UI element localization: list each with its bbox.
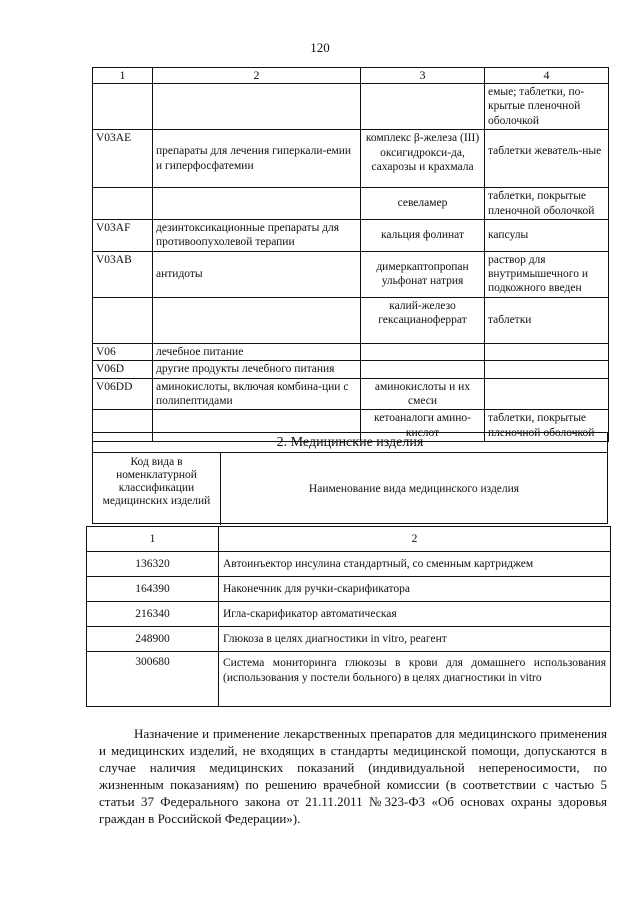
dosage-form — [485, 343, 609, 360]
drug-table — [92, 67, 609, 442]
drug-table-header-row — [93, 68, 609, 84]
atc-code — [93, 297, 153, 343]
device-name: Игла-скарификатор автоматическая — [219, 602, 611, 627]
drug-group: лечебное питание — [153, 343, 361, 360]
atc-code — [93, 84, 153, 130]
dosage-form: капсулы — [485, 219, 609, 251]
table-row — [93, 378, 609, 410]
drug-group: дезинтоксикационные препараты для противоопухолевой терапии — [153, 219, 361, 251]
drug-group — [153, 84, 361, 130]
atc-code — [93, 188, 153, 220]
drug-name — [361, 84, 485, 130]
device-name: Система мониторинга глюкозы в крови для домашнего использования (использования у постели больного) в целях диагностики in vitro — [219, 652, 611, 707]
drug-name — [361, 361, 485, 378]
atc-code: V06DD — [93, 378, 153, 410]
drug-group — [153, 297, 361, 343]
drug-name: аминокислоты и их смеси — [361, 378, 485, 410]
device-code: 216340 — [87, 602, 219, 627]
device-name: Наконечник для ручки-скарификатора — [219, 577, 611, 602]
page-number: 120 — [310, 40, 330, 55]
device-code: 136320 — [87, 552, 219, 577]
table-row — [93, 361, 609, 378]
column-header: 3 — [361, 68, 485, 84]
column-header: 4 — [485, 68, 609, 84]
table-row — [87, 627, 611, 652]
table-row — [87, 552, 611, 577]
dosage-form — [485, 361, 609, 378]
drug-name: кетоаналоги амино-кислот — [361, 410, 485, 442]
dosage-form: раствор для внутримышечного и подкожного введен — [485, 251, 609, 297]
drug-name: кальция фолинат — [361, 219, 485, 251]
drug-group: аминокислоты, включая комбина-ции с полипептидами — [153, 378, 361, 410]
dosage-form: таблетки — [485, 297, 609, 343]
device-table — [86, 526, 611, 707]
drug-group — [153, 188, 361, 220]
drug-group: препараты для лечения гиперкали-емии и гиперфосфатемии — [153, 130, 361, 188]
table-row — [93, 188, 609, 220]
dosage-form: таблетки, покрытые пленочной оболочкой — [485, 188, 609, 220]
atc-code: V03AB — [93, 251, 153, 297]
table-row — [93, 297, 609, 343]
dosage-form: таблетки, покрытые пленочной оболочкой — [485, 410, 609, 442]
drug-name: димеркаптопропан ульфонат натрия — [361, 251, 485, 297]
dosage-form — [485, 378, 609, 410]
footnote-paragraph: Назначение и применение лекарственных препаратов для медицинского применения и медицинских изделий, не входящих в стандарты медицинской помощи, допускаются в случае наличия медицинских показаний (индивидуальной непереносимости, по жизненным показаниям) по решению врачебной комиссии (в соответствии с частью 5 статьи 37 Федерального закона от 21.11.2011 №323-ФЗ «Об основах охраны здоровья граждан в Российской Федерации»). — [99, 726, 607, 826]
atc-code: V03AF — [93, 219, 153, 251]
table-row — [93, 251, 609, 297]
device-code: 248900 — [87, 627, 219, 652]
device-table-header-row — [87, 527, 611, 552]
table-row — [93, 343, 609, 360]
drug-group: другие продукты лечебного питания — [153, 361, 361, 378]
device-code: 300680 — [87, 652, 219, 707]
device-code-column-header: Код вида в номенклатурной классификации медицинских изделий — [93, 453, 221, 525]
atc-code: V03AE — [93, 130, 153, 188]
column-header: 1 — [87, 527, 219, 552]
drug-group: антидоты — [153, 251, 361, 297]
device-name: Глюкоза в целях диагностики in vitro, реагент — [219, 627, 611, 652]
column-header: 2 — [153, 68, 361, 84]
atc-code: V06 — [93, 343, 153, 360]
device-code: 164390 — [87, 577, 219, 602]
table-row — [93, 84, 609, 130]
table-row — [93, 219, 609, 251]
table-row — [87, 652, 611, 707]
dosage-form: таблетки жеватель-ные — [485, 130, 609, 188]
dosage-form: емые; таблетки, по-крытые пленочной оболочкой — [485, 84, 609, 130]
atc-code: V06D — [93, 361, 153, 378]
table-row — [87, 577, 611, 602]
section-title: 2. Медицинские изделия — [93, 433, 607, 453]
device-name-column-header: Наименование вида медицинского изделия — [308, 483, 520, 495]
table-row — [93, 130, 609, 188]
column-header: 2 — [219, 527, 611, 552]
drug-name: комплекс β-железа (III) оксигидрокси-да, сахарозы и крахмала — [361, 130, 485, 188]
section-medical-devices — [92, 432, 608, 524]
drug-name: калий-железо гексацианоферрат — [361, 297, 485, 343]
device-name: Автоинъектор инсулина стандартный, со сменным картриджем — [219, 552, 611, 577]
table-row — [87, 602, 611, 627]
drug-name — [361, 343, 485, 360]
drug-name: севеламер — [361, 188, 485, 220]
column-header: 1 — [93, 68, 153, 84]
